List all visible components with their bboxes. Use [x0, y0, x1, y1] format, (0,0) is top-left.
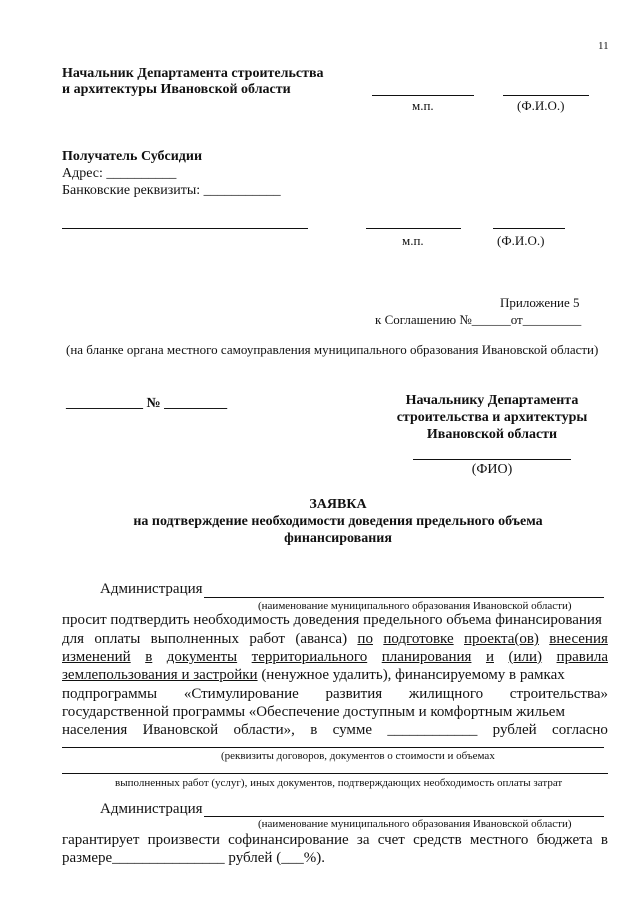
word: произвести [147, 832, 220, 848]
amount-blank: ____________ [387, 722, 478, 738]
word: бюджета [536, 832, 593, 848]
recipient-title: Получатель Субсидии [62, 149, 203, 164]
word: в [600, 832, 608, 848]
word: средств [413, 832, 462, 848]
word: документы [166, 649, 238, 665]
administration-name-line-1 [204, 597, 604, 598]
word: изменений [62, 649, 131, 665]
guarantee-line-1 [62, 832, 608, 849]
word: строительства» [509, 686, 608, 702]
addressee-line-2: строительства и архитектуры [396, 410, 588, 425]
letterhead-note: (на бланке органа местного самоуправления муниципального образования Ивановской области) [66, 342, 599, 357]
document-subtitle-line-1: на подтверждение необходимости доведения предельного объема [133, 514, 543, 529]
word: по [357, 631, 373, 647]
word: счет [377, 832, 405, 848]
word: правила [556, 649, 608, 665]
word: подпрограммы [62, 686, 158, 702]
line-rest: (ненужное удалить), финансируемому в рамках [257, 667, 565, 683]
document-subtitle-line-2: финансирования [284, 531, 392, 546]
word: жилищного [408, 686, 484, 702]
page-number: 11 [598, 40, 609, 52]
request-line-7 [62, 722, 608, 739]
word: за [356, 832, 370, 848]
request-line-4 [62, 667, 608, 684]
administration-label-1: Администрация [100, 581, 203, 597]
addressee-fio-label: (ФИО) [471, 462, 513, 477]
contract-details-line-1 [62, 747, 604, 748]
word: и [485, 649, 494, 665]
recipient-address: Адрес: __________ [62, 166, 177, 181]
word: выполненных [150, 631, 239, 647]
word: области», [233, 722, 295, 738]
recipient-stamp-label: м.п. [402, 233, 424, 248]
head-name-line [503, 95, 589, 96]
word: внесения [549, 631, 608, 647]
contract-details-caption-2: выполненных работ (услуг), иных документов, подтверждающих необходимость оплаты затрат [115, 777, 563, 789]
word: населения [62, 722, 128, 738]
word: «Стимулирование [183, 686, 299, 702]
administration-label-2: Администрация [100, 801, 203, 817]
word: (или) [508, 649, 543, 665]
head-title-line-2: и архитектуры Ивановской области [62, 82, 291, 97]
head-signature-line [372, 95, 474, 96]
recipient-name-line [62, 228, 308, 229]
word: развития [325, 686, 383, 702]
addressee-line-1: Начальнику Департамента [405, 393, 579, 408]
outgoing-number: ___________ № _________ [66, 396, 228, 411]
word: гарантирует [62, 832, 140, 848]
word: местного [469, 832, 529, 848]
administration-name-line-2 [204, 816, 604, 817]
word: в [145, 649, 153, 665]
word: (аванса) [295, 631, 348, 647]
word: согласно [552, 722, 608, 738]
word: рублей [492, 722, 537, 738]
head-fio-label: (Ф.И.О.) [517, 98, 565, 113]
request-line-3 [62, 649, 608, 666]
recipient-bank: Банковские реквизиты: ___________ [62, 183, 281, 198]
word: для [62, 631, 85, 647]
addressee-fio-line [413, 459, 571, 460]
head-stamp-label: м.п. [412, 98, 434, 113]
addressee-line-3: Ивановской области [426, 427, 558, 442]
head-title-line-1: Начальник Департамента строительства [62, 66, 324, 81]
recipient-fio-label: (Ф.И.О.) [497, 233, 545, 248]
document-title: ЗАЯВКА [309, 497, 367, 512]
administration-caption-2: (наименование муниципального образования Ивановской области) [258, 818, 572, 830]
administration-caption-1: (наименование муниципального образования Ивановской области) [258, 600, 572, 612]
appendix-title: Приложение 5 [500, 295, 580, 310]
contract-details-line-2 [62, 773, 608, 774]
word: подготовке [383, 631, 454, 647]
recipient-signature-line [366, 228, 461, 229]
request-line-2 [62, 631, 608, 648]
underlined-phrase: землепользования и застройки [62, 667, 258, 683]
word: софинансирование [228, 832, 349, 848]
request-line-5 [62, 686, 608, 703]
request-line-6: государственной программы «Обеспечение доступным и комфортным жильем [62, 704, 565, 720]
contract-details-caption-1: (реквизиты договоров, документов о стоимости и объемах [221, 750, 495, 762]
guarantee-line-2: размере_______________ рублей (___%). [62, 850, 325, 866]
word: оплаты [94, 631, 141, 647]
word: планирования [381, 649, 472, 665]
request-line-1: просит подтвердить необходимость доведения предельного объема финансирования [62, 612, 602, 628]
word: сумме [332, 722, 373, 738]
recipient-fio-line [493, 228, 565, 229]
word: проекта(ов) [464, 631, 539, 647]
word: территориального [251, 649, 368, 665]
word: Ивановской [142, 722, 219, 738]
word: работ [249, 631, 285, 647]
appendix-agreement-ref: к Соглашению №______от_________ [375, 312, 582, 327]
word: в [310, 722, 318, 738]
